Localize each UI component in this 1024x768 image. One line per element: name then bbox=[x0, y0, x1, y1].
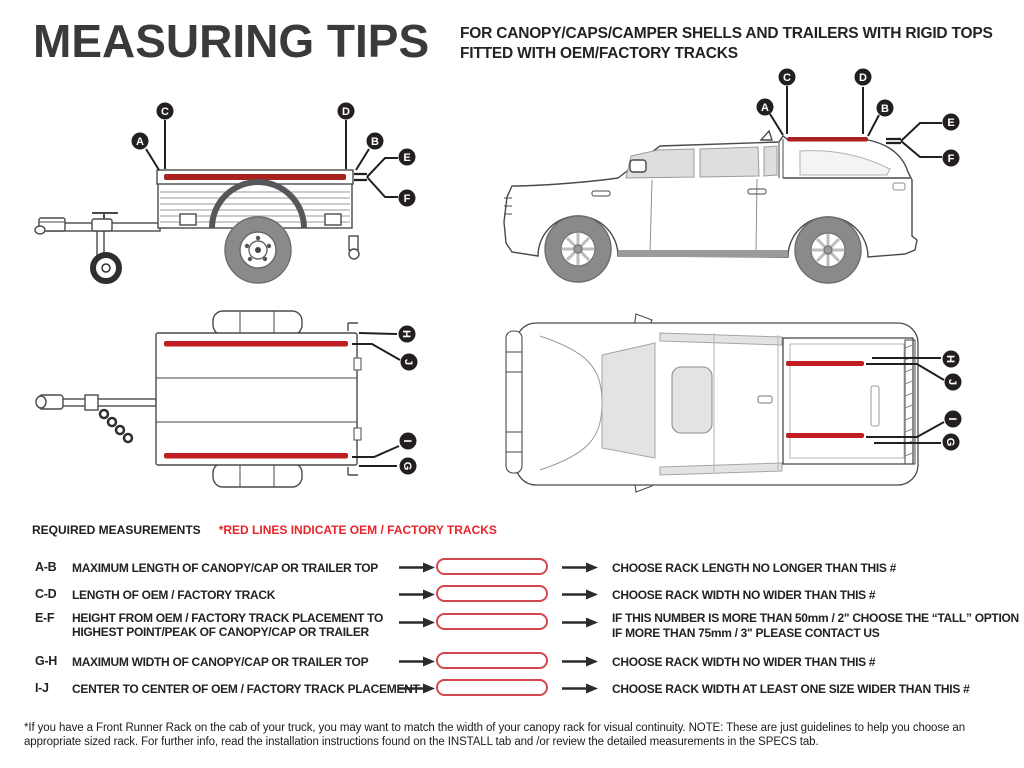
label-d-badge bbox=[855, 69, 872, 86]
label-g-badge bbox=[943, 434, 960, 451]
arrow-right-icon bbox=[398, 656, 436, 667]
trailer-top-labels bbox=[399, 326, 418, 475]
svg-text:F: F bbox=[403, 192, 411, 205]
legend-line bbox=[32, 523, 497, 537]
oem-track-line bbox=[164, 453, 348, 459]
arrow-right-icon bbox=[398, 617, 436, 628]
measurement-input[interactable] bbox=[436, 652, 548, 669]
label-h-badge bbox=[399, 326, 416, 343]
svg-text:E: E bbox=[403, 151, 411, 164]
measure-desc: CENTER TO CENTER OF OEM / FACTORY TRACK PLACEMENT bbox=[72, 682, 420, 696]
truck-side-view bbox=[504, 131, 917, 283]
svg-text:G: G bbox=[401, 461, 414, 471]
label-j-badge bbox=[401, 354, 418, 371]
measure-desc: MAXIMUM LENGTH OF CANOPY/CAP OR TRAILER TOP bbox=[72, 561, 378, 575]
label-a-badge bbox=[132, 133, 149, 150]
measure-desc: LENGTH OF OEM / FACTORY TRACK bbox=[72, 588, 276, 602]
measure-guidance: CHOOSE RACK LENGTH NO LONGER THAN THIS # bbox=[612, 561, 897, 575]
arrow-right-icon bbox=[561, 589, 599, 600]
arrow-right-icon bbox=[398, 562, 436, 573]
measure-guidance: IF THIS NUMBER IS MORE THAN 50mm / 2" CHOOSE THE “TALL” OPTION IF MORE THAN 75mm / 3" PLEASE CONTACT US bbox=[612, 611, 1019, 640]
label-a-badge bbox=[757, 99, 774, 116]
label-b-badge bbox=[877, 100, 894, 117]
arrow-right-icon bbox=[398, 589, 436, 600]
svg-text:I: I bbox=[401, 439, 414, 443]
measure-code: I-J bbox=[35, 681, 49, 695]
label-i-badge bbox=[945, 411, 962, 428]
arrow-right-icon bbox=[561, 617, 599, 628]
trailer-top-view bbox=[36, 311, 361, 487]
arrow-right-icon bbox=[561, 656, 599, 667]
label-d-badge bbox=[338, 103, 355, 120]
label-g-badge bbox=[400, 458, 417, 475]
label-c-badge bbox=[779, 69, 796, 86]
svg-text:C: C bbox=[783, 71, 791, 84]
trailer-side-view bbox=[35, 170, 359, 283]
label-f-badge bbox=[399, 190, 416, 207]
measure-code: A-B bbox=[35, 560, 57, 574]
oem-track-line bbox=[164, 341, 348, 347]
label-j-badge bbox=[945, 374, 962, 391]
required-measurements-heading: REQUIRED MEASUREMENTS bbox=[32, 523, 201, 537]
arrow-right-icon bbox=[561, 562, 599, 573]
svg-text:B: B bbox=[881, 102, 889, 115]
label-h-badge bbox=[943, 351, 960, 368]
measure-code: C-D bbox=[35, 587, 57, 601]
measure-guidance: CHOOSE RACK WIDTH AT LEAST ONE SIZE WIDER THAN THIS # bbox=[612, 682, 970, 696]
footnote: *If you have a Front Runner Rack on the cab of your truck, you may want to match the width of your canopy rack for visual continuity. NOTE: These are just guidelines to help you choose an appropriate sized rack. For further info, read the installation instructions found on the INSTALL tab and /or review the detailed measurements in the SPECS tab. bbox=[24, 722, 965, 748]
subtitle-line-2: FITTED WITH OEM/FACTORY TRACKS bbox=[460, 45, 738, 62]
label-f-badge bbox=[943, 150, 960, 167]
measure-code: G-H bbox=[35, 654, 58, 668]
svg-text:B: B bbox=[371, 135, 379, 148]
measure-guidance: CHOOSE RACK WIDTH NO WIDER THAN THIS # bbox=[612, 655, 876, 669]
truck-top-labels bbox=[943, 351, 962, 451]
svg-text:C: C bbox=[161, 105, 169, 118]
measure-guidance: CHOOSE RACK WIDTH NO WIDER THAN THIS # bbox=[612, 588, 876, 602]
arrow-right-icon bbox=[398, 683, 436, 694]
measurement-input[interactable] bbox=[436, 613, 548, 630]
label-b-badge bbox=[367, 133, 384, 150]
oem-track-line bbox=[786, 433, 864, 438]
label-i-badge bbox=[400, 433, 417, 450]
svg-text:A: A bbox=[761, 101, 769, 114]
svg-text:G: G bbox=[944, 437, 957, 447]
arrow-right-icon bbox=[561, 683, 599, 694]
truck-top-view bbox=[506, 314, 918, 492]
trailer-top-pointers bbox=[352, 333, 400, 466]
measurement-input[interactable] bbox=[436, 679, 548, 696]
measure-code: E-F bbox=[35, 611, 55, 625]
svg-text:J: J bbox=[402, 358, 415, 366]
svg-text:F: F bbox=[947, 152, 955, 165]
oem-track-line bbox=[786, 361, 864, 366]
svg-text:E: E bbox=[947, 116, 955, 129]
svg-text:D: D bbox=[342, 105, 350, 118]
svg-text:D: D bbox=[859, 71, 867, 84]
subtitle-line-1: FOR CANOPY/CAPS/CAMPER SHELLS AND TRAILERS WITH RIGID TOPS bbox=[460, 25, 993, 42]
measure-desc: HEIGHT FROM OEM / FACTORY TRACK PLACEMENT TO HIGHEST POINT/PEAK OF CANOPY/CAP OR TRAILER bbox=[72, 611, 384, 639]
svg-text:H: H bbox=[400, 330, 413, 338]
label-e-badge bbox=[399, 149, 416, 166]
measurement-input[interactable] bbox=[436, 558, 548, 575]
label-e-badge bbox=[943, 114, 960, 131]
svg-text:I: I bbox=[946, 417, 959, 421]
oem-track-line bbox=[787, 137, 868, 142]
svg-text:J: J bbox=[946, 378, 959, 386]
svg-text:A: A bbox=[136, 135, 144, 148]
page-title: MEASURING TIPS bbox=[33, 15, 430, 67]
red-lines-note: *RED LINES INDICATE OEM / FACTORY TRACKS bbox=[218, 523, 497, 537]
measurement-input[interactable] bbox=[436, 585, 548, 602]
measure-desc: MAXIMUM WIDTH OF CANOPY/CAP OR TRAILER TOP bbox=[72, 655, 369, 669]
label-c-badge bbox=[157, 103, 174, 120]
svg-text:H: H bbox=[944, 355, 957, 363]
